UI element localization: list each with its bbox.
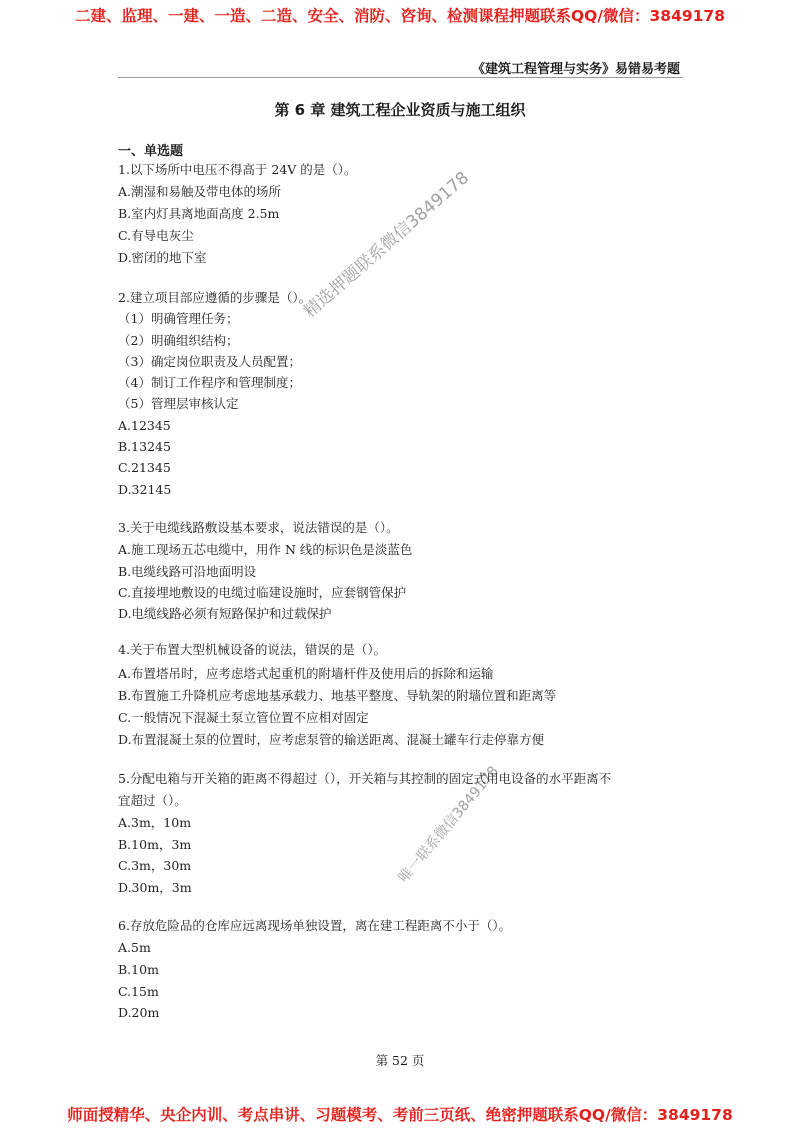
question-2-step: （4）制订工作程序和管理制度； (118, 375, 301, 390)
question-6-option-a: A.5m (118, 940, 151, 955)
question-6-option-d: D.20m (118, 1005, 160, 1020)
question-4-option-c: C.一般情况下混凝土泵立管位置不应相对固定 (118, 710, 369, 725)
document-header: 《建筑工程管理与实务》易错易考题 (471, 62, 680, 77)
question-4-option-d: D.布置混凝土泵的位置时，应考虑泵管的输送距离、混凝土罐车行走停靠方便 (118, 732, 545, 747)
question-3-stem: 3.关于电缆线路敷设基本要求，说法错误的是（）。 (118, 520, 399, 535)
page-number: 第 52 页 (375, 1053, 425, 1068)
question-3-option-a: A.施工现场五芯电缆中，用作 N 线的标识色是淡蓝色 (118, 542, 413, 557)
section-heading: 一、单选题 (118, 144, 184, 159)
question-2-option-a: A.12345 (118, 418, 171, 433)
question-1-option-a: A.潮湿和易触及带电体的场所 (118, 184, 282, 199)
question-6-option-b: B.10m (118, 962, 159, 977)
question-2-step: （1）明确管理任务； (118, 311, 239, 326)
question-2-option-d: D.32145 (118, 482, 172, 497)
header-divider (118, 77, 683, 78)
watermark-text: 精选押题联系微信3849178 (300, 167, 473, 322)
question-5-option-a: A.3m，10m (118, 815, 192, 830)
question-4-stem: 4.关于布置大型机械设备的说法，错误的是（）。 (118, 642, 387, 657)
question-5-stem: 5.分配电箱与开关箱的距离不得超过（），开关箱与其控制的固定式用电设备的水平距离不 (118, 771, 612, 786)
question-2-option-c: C.21345 (118, 460, 171, 475)
question-1-option-d: D.密闭的地下室 (118, 250, 207, 265)
question-3-option-d: D.电缆线路必须有短路保护和过载保护 (118, 606, 332, 621)
question-5-option-c: C.3m，30m (118, 858, 192, 873)
question-2-stem: 2.建立项目部应遵循的步骤是（）。 (118, 290, 312, 305)
question-2-step: （3）确定岗位职责及人员配置； (118, 354, 301, 369)
question-1-stem: 1.以下场所中电压不得高于 24V 的是（）。 (118, 162, 357, 177)
question-3-option-b: B.电缆线路可沿地面明设 (118, 564, 257, 579)
bottom-promo-banner: 师面授精华、央企内训、考点串讲、习题模考、考前三页纸、绝密押题联系QQ/微信：3849178 (67, 1106, 733, 1124)
question-6-option-c: C.15m (118, 984, 159, 999)
question-6-stem: 6.存放危险品的仓库应远离现场单独设置，离在建工程距离不小于（）。 (118, 918, 512, 933)
question-2-step: （2）明确组织结构； (118, 333, 239, 348)
question-5-stem-continued: 宜超过（）。 (118, 793, 187, 808)
question-1-option-c: C.有导电灰尘 (118, 228, 194, 243)
question-5-option-b: B.10m，3m (118, 837, 192, 852)
chapter-title: 第 6 章 建筑工程企业资质与施工组织 (274, 101, 526, 119)
watermark-text: 唯一联系微信3849178 (395, 763, 502, 886)
question-3-option-c: C.直接埋地敷设的电缆过临建设施时，应套钢管保护 (118, 585, 407, 600)
question-2-option-b: B.13245 (118, 439, 171, 454)
question-2-step: （5）管理层审核认定 (118, 396, 239, 411)
question-1-option-b: B.室内灯具离地面高度 2.5m (118, 206, 280, 221)
question-5-option-d: D.30m，3m (118, 880, 192, 895)
question-4-option-a: A.布置塔吊时，应考虑塔式起重机的附墙杆件及使用后的拆除和运输 (118, 666, 494, 681)
question-4-option-b: B.布置施工升降机应考虑地基承载力、地基平整度、导轨架的附墙位置和距离等 (118, 688, 557, 703)
top-promo-banner: 二建、监理、一建、一造、二造、安全、消防、咨询、检测课程押题联系QQ/微信：3849178 (74, 7, 725, 25)
